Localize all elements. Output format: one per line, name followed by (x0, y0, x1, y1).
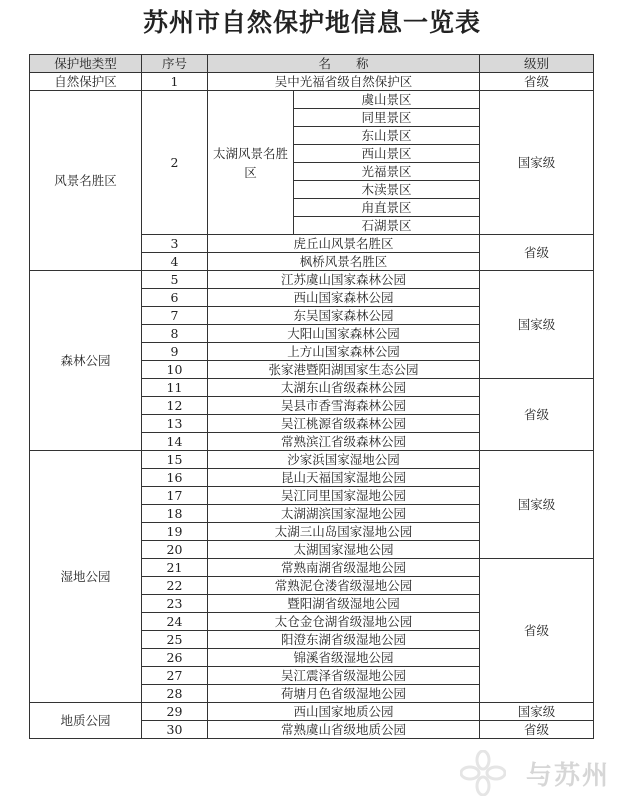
no-cell: 10 (142, 361, 208, 379)
name-cell: 常熟泥仓溇省级湿地公园 (208, 577, 480, 595)
type-cell: 地质公园 (30, 703, 142, 739)
name-cell: 沙家浜国家湿地公园 (208, 451, 480, 469)
table-row (30, 451, 594, 469)
level-cell: 国家级 (480, 271, 594, 379)
flower-icon (460, 750, 506, 796)
level-cell: 国家级 (480, 451, 594, 559)
name-cell: 上方山国家森林公园 (208, 343, 480, 361)
name-cell: 锦溪省级湿地公园 (208, 649, 480, 667)
type-cell: 风景名胜区 (30, 91, 142, 271)
name-cell: 吴县市香雪海森林公园 (208, 397, 480, 415)
table-row (30, 91, 594, 109)
no-cell: 27 (142, 667, 208, 685)
no-cell: 26 (142, 649, 208, 667)
table-row (30, 73, 594, 91)
no-cell: 1 (142, 73, 208, 91)
sub-name-cell: 同里景区 (294, 109, 480, 127)
no-cell: 15 (142, 451, 208, 469)
name-cell: 吴江桃源省级森林公园 (208, 415, 480, 433)
no-cell: 8 (142, 325, 208, 343)
name-cell: 常熟虞山省级地质公园 (208, 721, 480, 739)
name-cell: 常熟南湖省级湿地公园 (208, 559, 480, 577)
no-cell: 11 (142, 379, 208, 397)
name-cell: 太湖三山岛国家湿地公园 (208, 523, 480, 541)
name-cell: 太湖国家湿地公园 (208, 541, 480, 559)
no-cell: 12 (142, 397, 208, 415)
table-row (30, 271, 594, 289)
name-cell: 阳澄东湖省级湿地公园 (208, 631, 480, 649)
no-cell: 28 (142, 685, 208, 703)
header-level: 级别 (480, 55, 594, 73)
no-cell: 4 (142, 253, 208, 271)
no-cell: 6 (142, 289, 208, 307)
no-cell: 16 (142, 469, 208, 487)
no-cell: 23 (142, 595, 208, 613)
sub-name-cell: 木渎景区 (294, 181, 480, 199)
level-cell: 国家级 (480, 91, 594, 235)
name-cell: 吴江同里国家湿地公园 (208, 487, 480, 505)
no-cell: 20 (142, 541, 208, 559)
sub-name-cell: 石湖景区 (294, 217, 480, 235)
level-cell: 省级 (480, 721, 594, 739)
no-cell: 24 (142, 613, 208, 631)
header-type: 保护地类型 (30, 55, 142, 73)
name-cell: 太仓金仓湖省级湿地公园 (208, 613, 480, 631)
table-header-row (30, 55, 594, 73)
sub-name-cell: 光福景区 (294, 163, 480, 181)
name-cell: 大阳山国家森林公园 (208, 325, 480, 343)
name-cell: 枫桥风景名胜区 (208, 253, 480, 271)
name-cell: 江苏虞山国家森林公园 (208, 271, 480, 289)
no-cell: 2 (142, 91, 208, 235)
no-cell: 13 (142, 415, 208, 433)
no-cell: 22 (142, 577, 208, 595)
no-cell: 30 (142, 721, 208, 739)
name-cell: 吴江震泽省级湿地公园 (208, 667, 480, 685)
level-cell: 国家级 (480, 703, 594, 721)
sub-name-cell: 东山景区 (294, 127, 480, 145)
name-cell: 太湖风景名胜区 (208, 91, 294, 235)
no-cell: 3 (142, 235, 208, 253)
name-cell: 昆山天福国家湿地公园 (208, 469, 480, 487)
type-cell: 森林公园 (30, 271, 142, 451)
name-cell: 吴中光福省级自然保护区 (208, 73, 480, 91)
no-cell: 7 (142, 307, 208, 325)
header-name: 名 称 (208, 55, 480, 73)
page-title: 苏州市自然保护地信息一览表 (142, 8, 481, 37)
name-cell: 东吴国家森林公园 (208, 307, 480, 325)
no-cell: 5 (142, 271, 208, 289)
sub-name-cell: 虞山景区 (294, 91, 480, 109)
name-cell: 荷塘月色省级湿地公园 (208, 685, 480, 703)
level-cell: 省级 (480, 559, 594, 703)
type-cell: 自然保护区 (30, 73, 142, 91)
name-cell: 暨阳湖省级湿地公园 (208, 595, 480, 613)
no-cell: 14 (142, 433, 208, 451)
no-cell: 21 (142, 559, 208, 577)
no-cell: 19 (142, 523, 208, 541)
name-cell: 西山国家地质公园 (208, 703, 480, 721)
name-cell: 张家港暨阳湖国家生态公园 (208, 361, 480, 379)
watermark-text: 与苏州 (525, 761, 610, 791)
name-cell: 西山国家森林公园 (208, 289, 480, 307)
no-cell: 29 (142, 703, 208, 721)
no-cell: 17 (142, 487, 208, 505)
no-cell: 9 (142, 343, 208, 361)
no-cell: 25 (142, 631, 208, 649)
level-cell: 省级 (480, 235, 594, 271)
type-cell: 湿地公园 (30, 451, 142, 703)
no-cell: 18 (142, 505, 208, 523)
name-cell: 太湖东山省级森林公园 (208, 379, 480, 397)
name-cell: 虎丘山风景名胜区 (208, 235, 480, 253)
name-cell: 常熟滨江省级森林公园 (208, 433, 480, 451)
table-row (30, 703, 594, 721)
sub-name-cell: 甪直景区 (294, 199, 480, 217)
sub-name-cell: 西山景区 (294, 145, 480, 163)
name-cell: 太湖湖滨国家湿地公园 (208, 505, 480, 523)
header-no: 序号 (142, 55, 208, 73)
level-cell: 省级 (480, 379, 594, 451)
protected-areas-table (29, 54, 594, 739)
level-cell: 省级 (480, 73, 594, 91)
